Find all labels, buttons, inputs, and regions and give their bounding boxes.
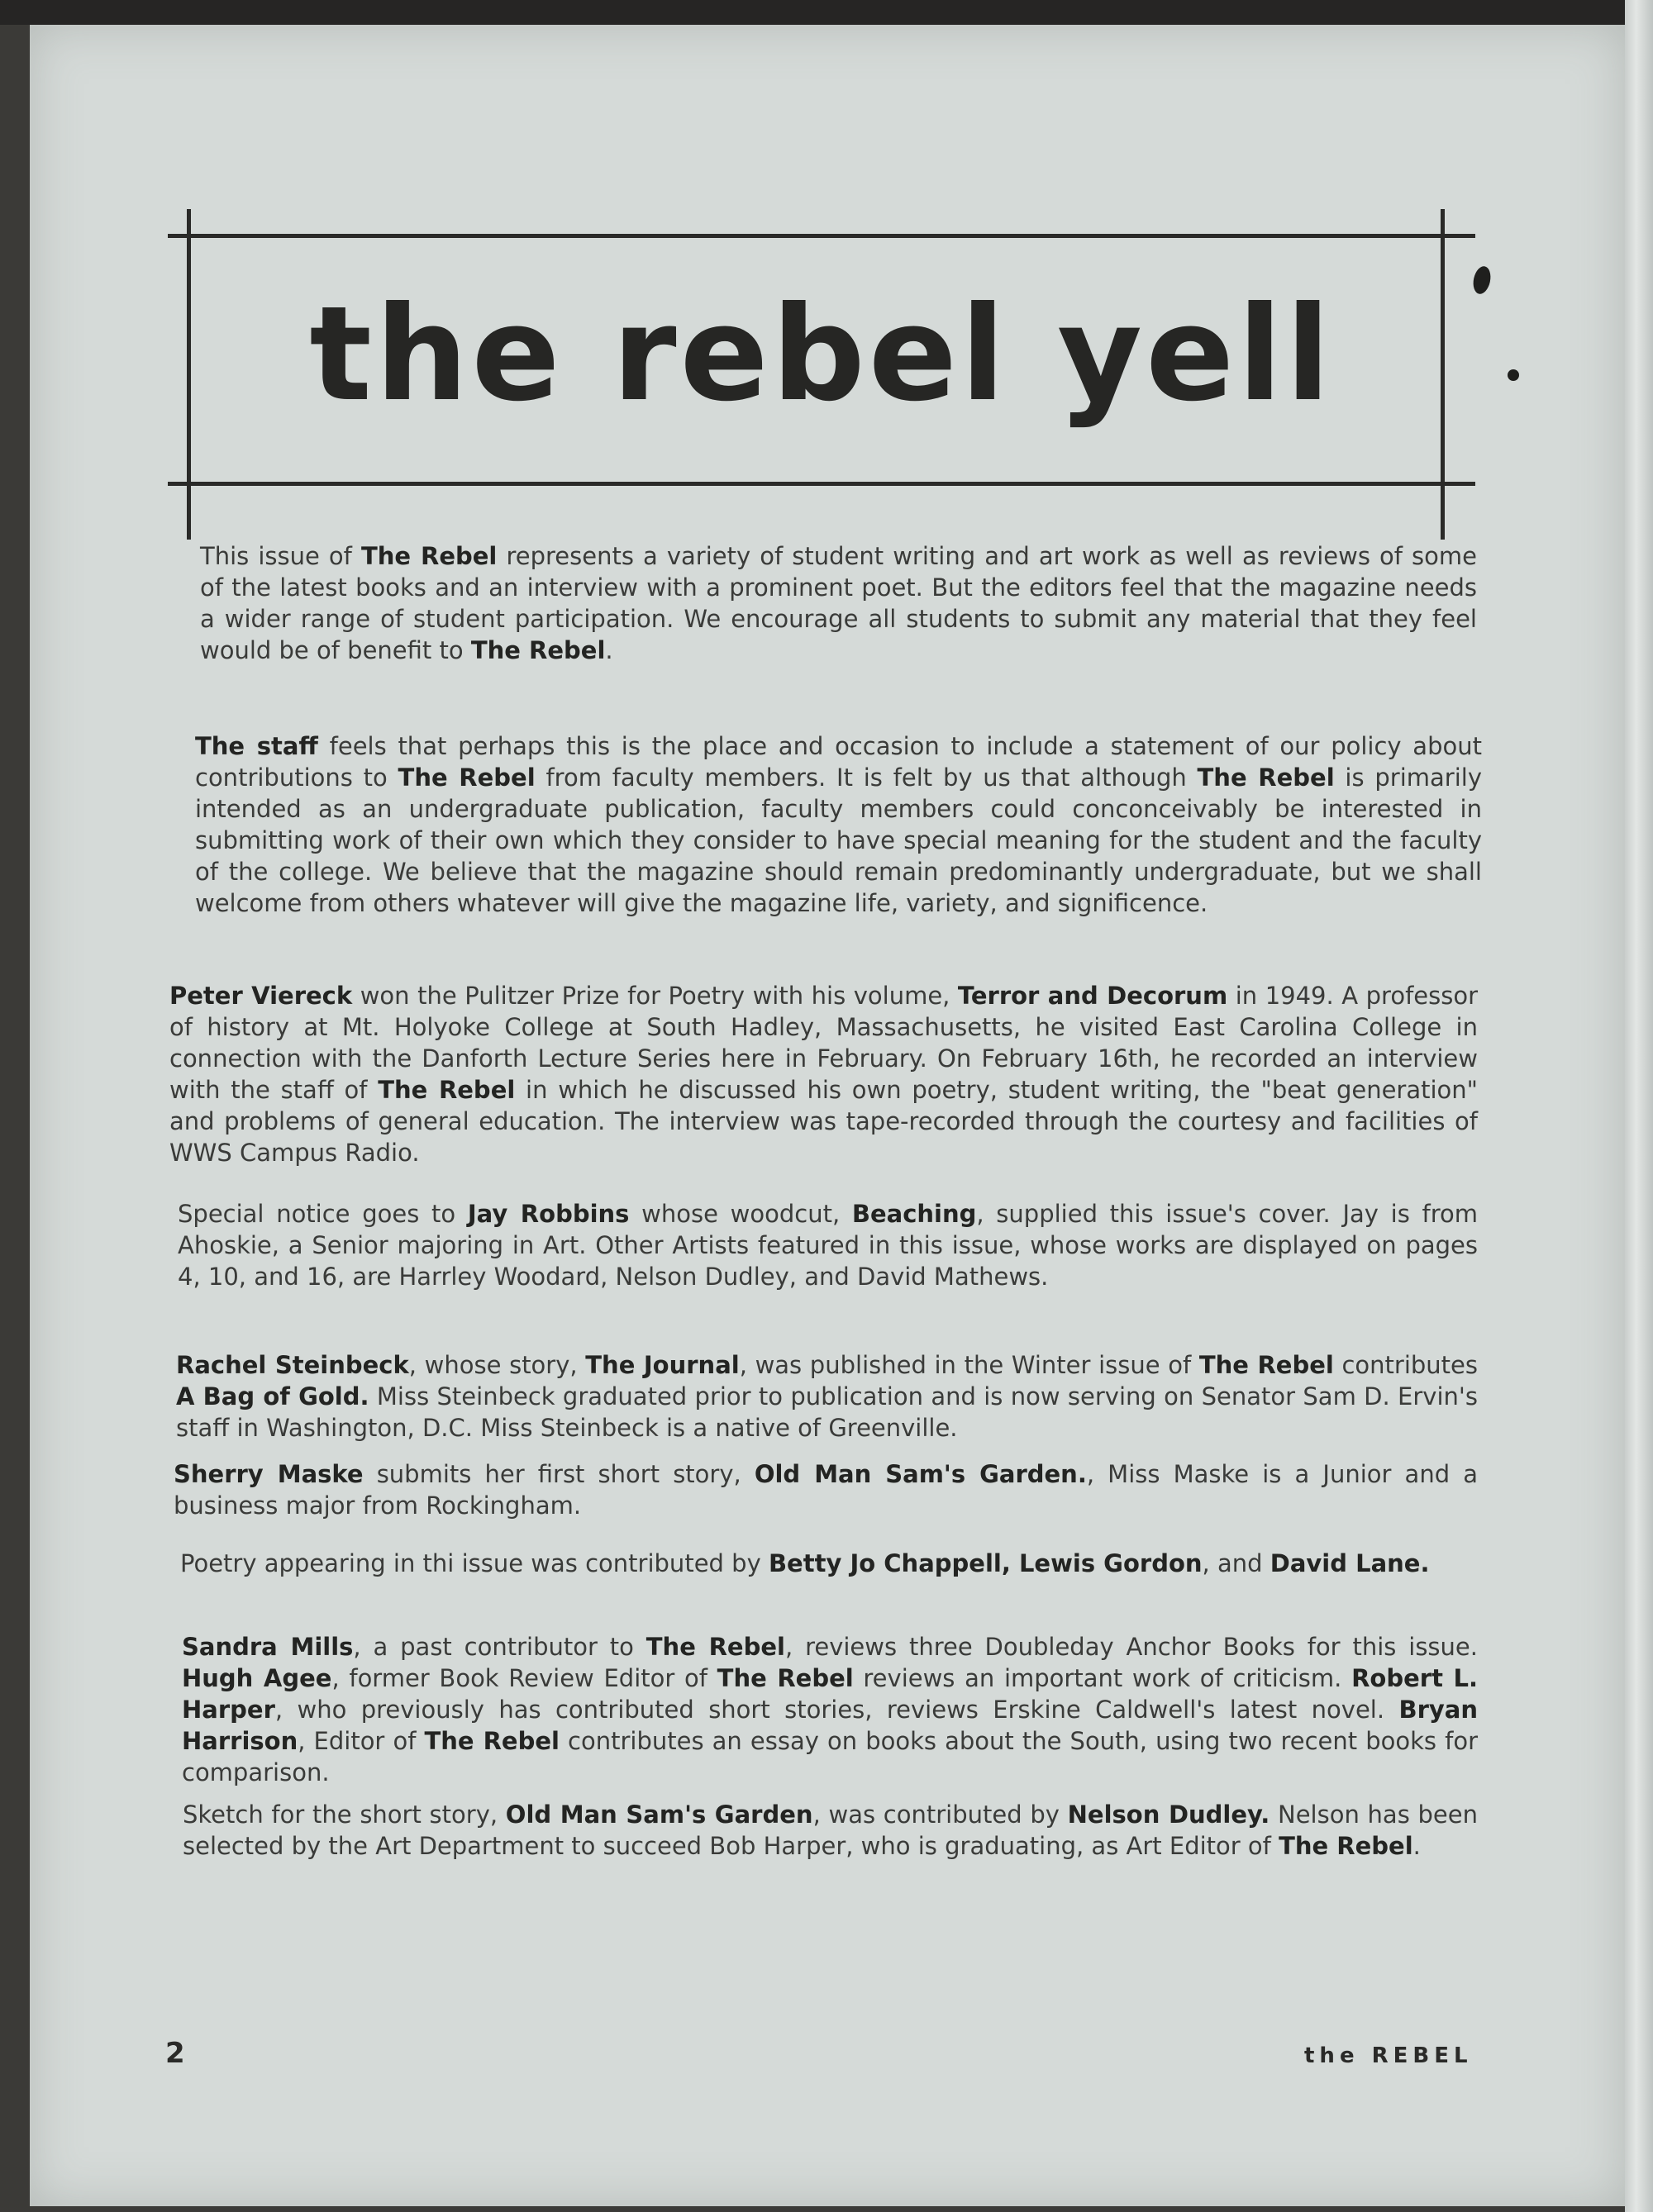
text-run: , a past contributor to (353, 1633, 646, 1661)
text-run: from faculty members. It is felt by us that although (535, 763, 1198, 792)
bold-run: The Rebel (424, 1727, 560, 1755)
text-run: , whose story, (408, 1351, 586, 1379)
text-run: , Miss Maske is a Junior and a business major from Rockingham. (174, 1460, 1478, 1520)
text-run: Nelson has been selected by the Art Department to succeed Bob Harper, who is graduating, as Art Editor of (183, 1801, 1478, 1860)
bold-run: Old Man Sam's Garden (505, 1801, 813, 1829)
poetry-paragraph (180, 1548, 1478, 1579)
bold-run: Robert L. Harper (182, 1664, 1479, 1724)
bold-run: Rachel Steinbeck (176, 1351, 409, 1379)
viereck-paragraph (169, 980, 1478, 1168)
text-run: , was published in the Winter issue of (739, 1351, 1199, 1379)
bold-run: Jay Robbins (467, 1200, 630, 1228)
bold-run: Nelson Dudley. (1067, 1801, 1270, 1829)
text-run: contributes an essay on books about the South, using two recent books for comparison. (182, 1727, 1478, 1786)
bold-run: Peter Viereck (169, 982, 353, 1010)
bold-run: The Journal (585, 1351, 740, 1379)
text-run: Poetry appearing in thi issue was contributed by (180, 1549, 769, 1577)
bold-run: Betty Jo Chappell, Lewis Gordon (768, 1549, 1203, 1577)
sketch-paragraph (183, 1799, 1478, 1862)
bold-run: Beaching (851, 1200, 977, 1228)
staff-policy-paragraph (195, 730, 1482, 919)
text-run: , and (1202, 1549, 1270, 1577)
bold-run: The Rebel (1198, 1351, 1334, 1379)
masthead-title: the rebel yell (309, 278, 1334, 431)
text-run: represents a variety of student writing and art work as well as reviews of some of the latest books and an interview with a prominent poet. But the editors feel that the magazine needs a wider range of student participation. We encourage all students to submit any material that they feel would be of benefit to (200, 542, 1477, 664)
text-run: is primarily intended as an undergraduate publication, faculty members could conconceivably be interested in submitting work of their own which they consider to have special meaning for the student and the faculty of the college. We believe that the magazine should remain predominantly undergraduate, but we shall welcome from others whatever will give the magazine life, variety, and significence. (195, 763, 1482, 917)
text-run: , was contributed by (812, 1801, 1068, 1829)
bold-run: The Rebel (1197, 763, 1335, 792)
text-run: . (605, 636, 613, 664)
bold-run: Old Man Sam's Garden. (754, 1460, 1087, 1488)
text-run: in 1949. A professor of history at Mt. Holyoke College at South Hadley, Massachusetts, he visited East Carolina College in connection with the Danforth Lecture Series here in February. On February 16th, he recorded an interview with the staff of (169, 982, 1479, 1104)
bold-run: Terror and Decorum (957, 982, 1228, 1010)
bold-run: The Rebel (470, 636, 606, 664)
bold-run: David Lane. (1270, 1549, 1430, 1577)
page-gutter (1625, 0, 1653, 2212)
bold-run: The Rebel (360, 542, 498, 570)
ink-blot (1508, 369, 1519, 381)
page-number: 2 (165, 2037, 185, 2070)
text-run: in which he discussed his own poetry, student writing, the "beat generation" and problems of general education. The interview was tape-recorded through the courtesy and facilities of WWS Campus Radio. (169, 1076, 1479, 1167)
bold-run: Bryan Harrison (182, 1696, 1478, 1755)
reviews-paragraph (182, 1631, 1478, 1788)
bold-run: The staff (195, 732, 318, 760)
cover-artist-paragraph (178, 1198, 1478, 1292)
text-run: Miss Steinbeck graduated prior to publication and is now serving on Senator Sam D. Ervin's staff in Washington, D.C. Miss Steinbeck is a native of Greenville. (176, 1382, 1478, 1442)
bold-run: The Rebel (398, 763, 536, 792)
footer-publication: the REBEL (1304, 2043, 1473, 2068)
text-run: This issue of (200, 542, 361, 570)
text-run: whose woodcut, (629, 1200, 852, 1228)
text-run: reviews an important work of criticism. (853, 1664, 1352, 1692)
bold-run: A Bag of Gold. (176, 1382, 369, 1410)
text-run: Sketch for the short story, (183, 1801, 506, 1829)
steinbeck-paragraph (176, 1349, 1478, 1444)
bold-run: Sherry Maske (174, 1460, 364, 1488)
bold-run: Hugh Agee (182, 1664, 332, 1692)
masthead-box (168, 234, 1475, 486)
intro-paragraph (200, 540, 1477, 666)
text-run: , who previously has contributed short stories, reviews Erskine Caldwell's latest novel. (274, 1696, 1399, 1724)
text-run: , reviews three Doubleday Anchor Books for this issue. (784, 1633, 1478, 1661)
text-run: contributes (1333, 1351, 1479, 1379)
bold-run: The Rebel (1279, 1832, 1413, 1860)
text-run: , Editor of (298, 1727, 425, 1755)
bold-run: The Rebel (645, 1633, 785, 1661)
text-run: feels that perhaps this is the place and occasion to include a statement of our policy about contributions to (195, 732, 1482, 792)
maske-paragraph (174, 1458, 1478, 1521)
bold-run: Sandra Mills (182, 1633, 354, 1661)
text-run: submits her first short story, (363, 1460, 755, 1488)
scan-top-edge (0, 0, 1653, 25)
bold-run: The Rebel (717, 1664, 854, 1692)
bold-run: The Rebel (378, 1076, 516, 1104)
text-run: Special notice goes to (178, 1200, 468, 1228)
text-run: won the Pulitzer Prize for Poetry with his volume, (352, 982, 958, 1010)
text-run: . (1412, 1832, 1421, 1860)
text-run: , supplied this issue's cover. Jay is from Ahoskie, a Senior majoring in Art. Other Artists featured in this issue, whose works are displayed on pages 4, 10, and 16, are Harrley Woodard, Nelson Dudley, and David Mathews. (178, 1200, 1478, 1291)
text-run: , former Book Review Editor of (331, 1664, 717, 1692)
